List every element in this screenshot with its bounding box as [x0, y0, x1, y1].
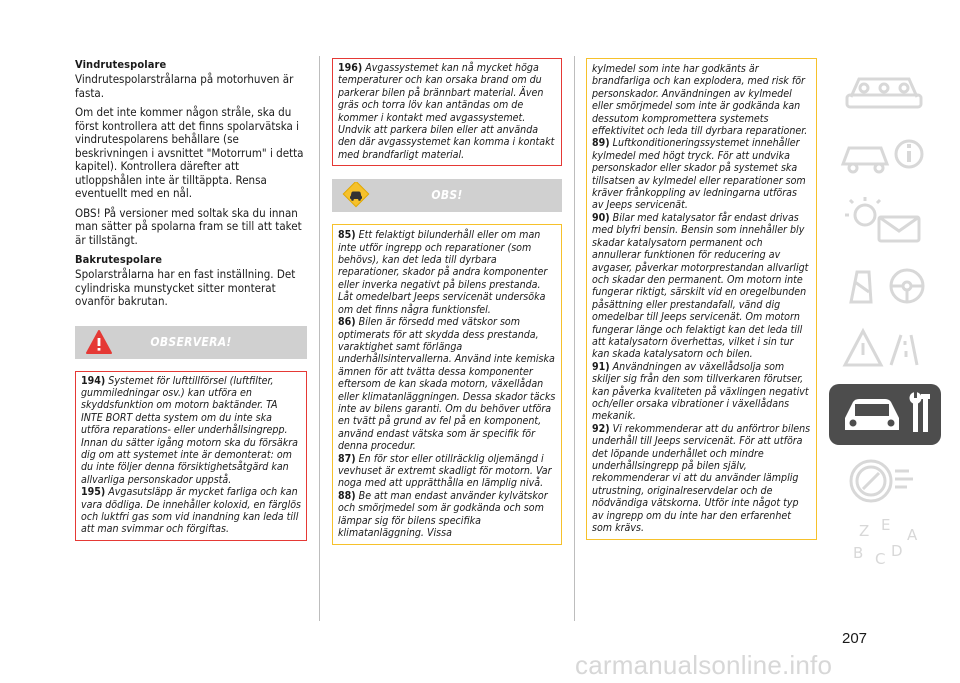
warning-item-195 — [81, 486, 301, 536]
note-item-92 — [592, 423, 811, 535]
car-wrench-icon — [829, 384, 941, 445]
note-box-continued — [586, 58, 817, 540]
item-number: 92) — [592, 422, 610, 435]
svg-text:B: B — [853, 544, 864, 562]
item-text: En för stor eller otillräcklig oljemängd i vevhuset är extremt skadligt för motorn. Var noga med att upprätthålla en lämplig nivå. — [338, 452, 552, 490]
item-text: Systemet för lufttillförsel (luftfilter, gummiledningar osv.) kan utföra en skyddsfunktion om motorn baktänder. TA INTE BORT detta system om du inte ska utföra reparations- eller underhållsingrepp. Innan du sätter igång motorn ska du försäkra dig om att systemet inte är demonterat: om du inte följer denna försiktighetsåtgärd kan allvarliga personskador uppstå. — [81, 374, 298, 486]
paragraph: Spolarstrålarna har en fast inställning. Det cylindriska munstycket sitter monterat ovanför bakrutan. — [75, 267, 296, 308]
heading-rear-washer: Bakrutespolare — [75, 253, 163, 266]
note-continued-text: kylmedel som inte har godkänts är brandfarliga och kan explodera, med risk för personskador. Användningen av kylmedel eller smörjmedel som inte är godkända kan dessutom kompromettera systemets effektivitet och leda till dyrbara reparationer. — [592, 63, 808, 138]
sidebar-tab-maintenance[interactable] — [829, 384, 941, 445]
item-text: Bilen är försedd med vätskor som optimerats för att skydda dess prestanda, varaktighet samt förlänga underhållsintervallerna. Använd inte kemiska ämnen för att tvätta dessa komponenter eftersom de kan skada motorn, växellådan eller klimatanläggningen. Dessa skador täcks inte av bilens garanti. Om du behöver utföra en tvätt på grund av fel på en komponent, använd endast vätska som är specifik för denna procedur. — [338, 316, 556, 453]
watermark: carmanualsonline.info — [575, 650, 833, 680]
item-number: 89) — [592, 137, 610, 150]
item-text: Avgasutsläpp är mycket farliga och kan vara dödliga. De innehåller koloxid, en färglös och luktfri gas som vid inandning kan leda till att man svimmar och förgiftas. — [81, 486, 302, 536]
sidebar-tab-info[interactable] — [829, 124, 941, 185]
column-3 — [586, 58, 817, 540]
column-divider — [319, 56, 320, 621]
dashboard-car-icon — [829, 59, 941, 120]
sidebar-tab-safety[interactable] — [829, 254, 941, 315]
note-banner-label: OBS! — [431, 188, 463, 203]
wrench-settings-icon — [829, 449, 941, 510]
note-item-85 — [338, 229, 556, 316]
item-number: 90) — [592, 211, 610, 224]
note-item-89 — [592, 137, 811, 211]
note-box — [332, 224, 562, 545]
note-item-87 — [338, 453, 556, 490]
item-text: Användningen av växellådsolja som skiljer sig från den som tillverkaren förutser, kan påverka kvaliteten på växlingen negativt och/eller orsaka vibrationer i växellådans mekanik. — [592, 360, 809, 423]
heading-windshield-washer: Vindrutespolare — [75, 58, 167, 71]
column-2 — [332, 58, 562, 545]
note-item-86 — [338, 316, 556, 452]
item-number: 194) — [81, 374, 106, 387]
svg-text:D: D — [891, 542, 903, 560]
item-number: 196) — [338, 62, 363, 74]
warning-banner — [75, 326, 307, 359]
sidebar-tab-dashboard[interactable] — [829, 59, 941, 120]
lights-envelope-icon — [829, 189, 941, 250]
sidebar-tab-emergency[interactable] — [829, 319, 941, 380]
column-1 — [75, 58, 307, 541]
column-divider — [574, 56, 575, 621]
warning-banner-label: OBSERVERA! — [150, 334, 232, 349]
paragraph: OBS! På versioner med soltak ska du innan man sätter på spolarna fram se till att taket är tillstängt. — [75, 205, 302, 247]
note-banner — [332, 179, 562, 212]
note-item-90 — [592, 212, 811, 361]
note-item-88 — [338, 490, 556, 540]
svg-text:C: C — [875, 550, 886, 568]
item-text: Avgassystemet kan nå mycket höga temperaturer och kan orsaka brand om du parkerar bilen på brännbart material. Även gräs och torra löv kan antändas om de kommer i kontakt med avgassystemet. Undvik att parkera bilen eller att använda den där avgassystemet kan komma i kontakt med brandfarligt material. — [338, 62, 555, 161]
svg-text:A: A — [907, 526, 918, 544]
paragraph: Vindrutespolarstrålarna på motorhuven är fasta. — [75, 72, 294, 100]
item-text: Vi rekommenderar att du anförtror bilens underhåll till Jeeps servicenät. För att utföra det löpande underhållet och mindre underhållsingrepp på bilen själv, rekommenderar vi att du använder lämplig utrustning, originalreservdelar och de nödvändiga vätskorna. Utför inte något typ av ingrepp om du inte har den erfarenhet som krävs. — [592, 422, 811, 535]
item-number: 87) — [338, 452, 356, 465]
item-text: Luftkonditioneringssystemet innehåller kylmedel med högt tryck. För att undvika personskador eller skador på systemet ska tillsatsen av kylmedel eller reparationer som kräver frånkoppling av ledningarna utföras av Jeeps servicenät. — [592, 137, 806, 212]
warning-box — [75, 371, 307, 541]
sidebar-tab-index[interactable] — [829, 514, 941, 575]
item-number: 85) — [338, 229, 356, 242]
seatbelt-steering-icon — [829, 254, 941, 315]
sidebar-tab-technical[interactable] — [829, 449, 941, 510]
paragraph: Om det inte kommer någon stråle, ska du först kontrollera att det finns spolarvätska i vindrutespolarens behållare (se beskrivningen i avsnittet "Motorrum" i detta kapitel). Kontrollera därefter att utloppshålen inte är tilltäppta. Rensa eventuellt med en nål. — [75, 105, 304, 200]
warning-item-194 — [81, 375, 301, 487]
warning-road-icon — [829, 319, 941, 380]
warning-box-continued — [332, 58, 562, 166]
info-car-icon — [829, 124, 941, 185]
item-number: 91) — [592, 360, 610, 373]
svg-text:Z: Z — [859, 522, 870, 540]
page-number: 207 — [842, 630, 868, 647]
warning-item-196 — [338, 62, 556, 161]
item-text: Bilar med katalysator får endast drivas med blyfri bensin. Bensin som innehåller bly skadar katalysatorn permanent och annullerar funktionen för reducering av avgaser, påverkar motorprestandan allvarligt och skadar den permanent. Om motorn inte fungerar riktigt, särskilt vid en oregelbunden påsättning eller prestandafall, vänd dig omedelbar till Jeeps servicenät. Om motorn fungerar länge och felaktigt kan det leda till att katalysatorn överhettas, vilket i sin tur kan skada katalysatorn och bilen. — [592, 211, 809, 361]
warning-section — [75, 326, 307, 541]
index-letters-icon — [829, 514, 941, 575]
item-text: Be att man endast använder kylvätskor och smörjmedel som är godkända och som lämpar sig för bilens specifika klimatanläggning. Vissa — [338, 489, 548, 539]
item-number: 88) — [338, 489, 356, 502]
item-number: 86) — [338, 316, 356, 329]
item-number: 195) — [81, 486, 106, 499]
svg-text:E: E — [881, 516, 891, 534]
sidebar-tab-lights[interactable] — [829, 189, 941, 250]
note-item-91 — [592, 361, 811, 423]
item-text: Ett felaktigt bilunderhåll eller om man inte utför ingrepp och reparationer (som behövs), kan det leda till dyrbara reparationer, skador på andra komponenter eller inverka negativt på bilens prestanda. Låt omedelbart Jeeps servicenät undersöka om det finns några funktionsfel. — [338, 229, 548, 316]
note-section — [332, 179, 562, 545]
